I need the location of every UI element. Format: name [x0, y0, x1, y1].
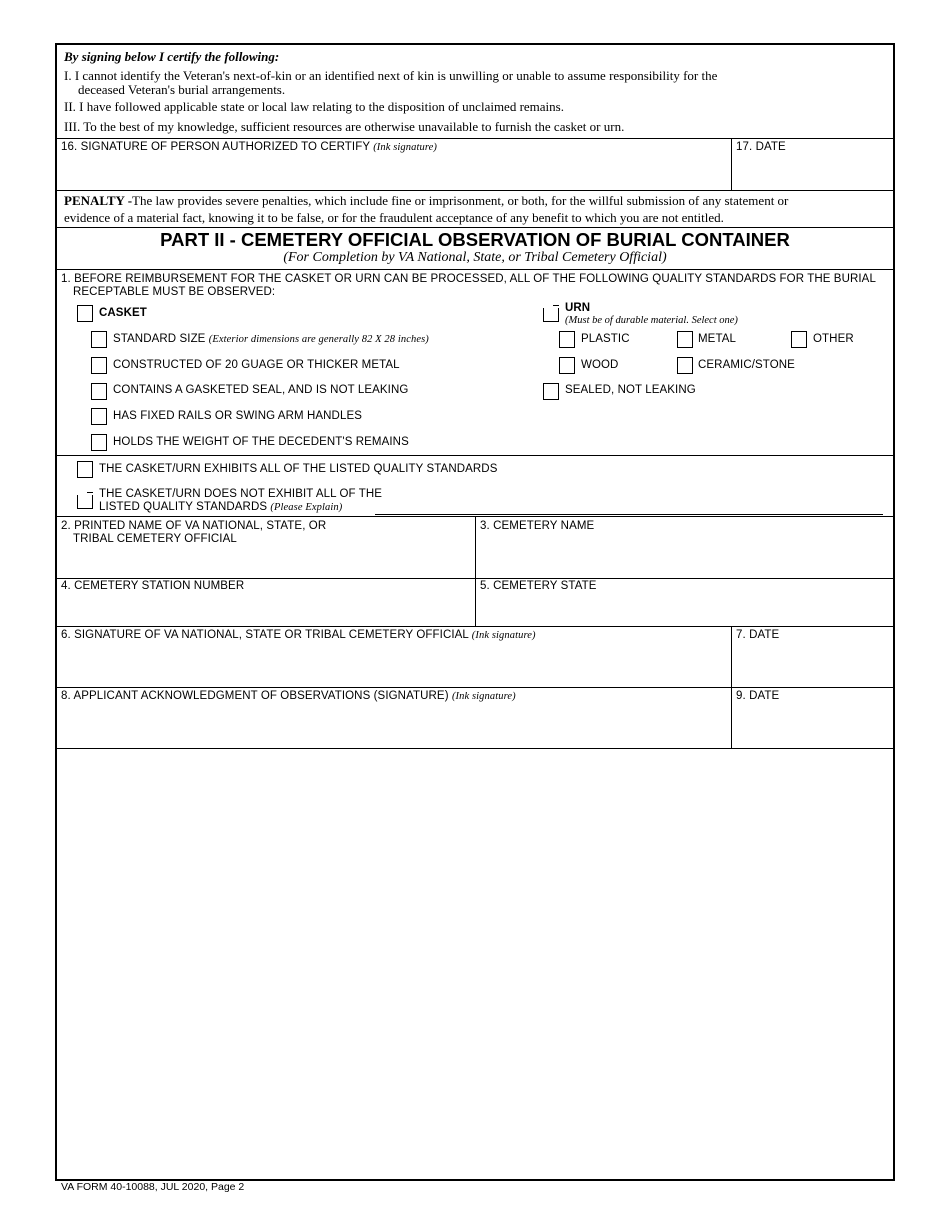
- explanation-field[interactable]: [375, 497, 883, 515]
- field-3-label: 3. CEMETERY NAME: [480, 520, 595, 532]
- standard-size-checkbox[interactable]: [91, 331, 107, 348]
- does-not-exhibit-checkbox[interactable]: [77, 495, 93, 509]
- divider: [731, 138, 732, 190]
- holds-weight-label: HOLDS THE WEIGHT OF THE DECEDENT'S REMAINS: [113, 436, 409, 448]
- divider: [57, 687, 893, 688]
- applicant-signature-field[interactable]: [59, 704, 729, 747]
- certify-item-2: II. I have followed applicable state or local law relating to the disposition of unclaimed remains.: [64, 99, 564, 114]
- divider: [57, 578, 893, 579]
- wood-label: WOOD: [581, 359, 619, 371]
- field-7-label: 7. DATE: [736, 629, 780, 641]
- q1-label: 1. BEFORE REIMBURSEMENT FOR THE CASKET OR URN CAN BE PROCESSED, ALL OF THE FOLLOWING QUALITY STANDARDS FOR THE BURIAL: [61, 273, 876, 285]
- certify-item-3: III. To the best of my knowledge, sufficient resources are otherwise unavailable to furnish the casket or urn.: [64, 119, 625, 134]
- date-17-field[interactable]: [734, 155, 892, 189]
- exhibits-all-checkbox[interactable]: [77, 461, 93, 478]
- ceramic-stone-checkbox[interactable]: [677, 357, 693, 374]
- urn-label: URN: [565, 302, 591, 314]
- divider: [57, 455, 893, 456]
- divider: [57, 748, 893, 749]
- field-16-label: 16. SIGNATURE OF PERSON AUTHORIZED TO CERTIFY (Ink signature): [61, 141, 437, 153]
- other-checkbox[interactable]: [791, 331, 807, 348]
- divider: [57, 138, 893, 139]
- sealed-not-leaking-label: SEALED, NOT LEAKING: [565, 384, 696, 396]
- sealed-not-leaking-checkbox[interactable]: [543, 383, 559, 400]
- field-5-label: 5. CEMETERY STATE: [480, 580, 597, 592]
- penalty-text: PENALTY -The law provides severe penalties, which include fine or imprisonment, or both, for the willful submission of any statement or: [64, 193, 789, 208]
- official-signature-field[interactable]: [59, 643, 729, 686]
- divider: [57, 626, 893, 627]
- signature-certify-field[interactable]: [59, 155, 729, 189]
- divider: [57, 227, 893, 228]
- gasketed-seal-checkbox[interactable]: [91, 383, 107, 400]
- field-8-label: 8. APPLICANT ACKNOWLEDGMENT OF OBSERVATIONS (SIGNATURE) (Ink signature): [61, 690, 516, 702]
- form-footer: VA FORM 40-10088, JUL 2020, Page 2: [61, 1181, 245, 1193]
- holds-weight-checkbox[interactable]: [91, 434, 107, 451]
- date-7-field[interactable]: [734, 643, 892, 686]
- field-4-label: 4. CEMETERY STATION NUMBER: [61, 580, 245, 592]
- divider: [475, 516, 476, 626]
- metal-gauge-label: CONSTRUCTED OF 20 GUAGE OR THICKER METAL: [113, 359, 400, 371]
- rails-handles-checkbox[interactable]: [91, 408, 107, 425]
- form-page: [55, 43, 895, 1181]
- does-not-exhibit-label: THE CASKET/URN DOES NOT EXHIBIT ALL OF THE: [99, 488, 383, 500]
- field-17-label: 17. DATE: [736, 141, 786, 153]
- casket-checkbox[interactable]: [77, 305, 93, 322]
- station-number-field[interactable]: [59, 595, 473, 625]
- does-not-exhibit-label-cont: LISTED QUALITY STANDARDS (Please Explain): [99, 501, 343, 513]
- plastic-label: PLASTIC: [581, 333, 630, 345]
- certify-heading: By signing below I certify the following:: [64, 49, 280, 64]
- urn-note: (Must be of durable material. Select one): [565, 315, 738, 326]
- divider: [57, 269, 893, 270]
- metal-gauge-checkbox[interactable]: [91, 357, 107, 374]
- wood-checkbox[interactable]: [559, 357, 575, 374]
- exhibits-all-label: THE CASKET/URN EXHIBITS ALL OF THE LISTED QUALITY STANDARDS: [99, 463, 498, 475]
- part2-title: PART II - CEMETERY OFFICIAL OBSERVATION OF BURIAL CONTAINER: [160, 229, 790, 250]
- field-6-label: 6. SIGNATURE OF VA NATIONAL, STATE OR TRIBAL CEMETERY OFFICIAL (Ink signature): [61, 629, 536, 641]
- other-label: OTHER: [813, 333, 854, 345]
- q1-label-cont: RECEPTABLE MUST BE OBSERVED:: [73, 286, 276, 298]
- urn-metal-checkbox[interactable]: [677, 331, 693, 348]
- plastic-checkbox[interactable]: [559, 331, 575, 348]
- cemetery-state-field[interactable]: [478, 595, 892, 625]
- rails-handles-label: HAS FIXED RAILS OR SWING ARM HANDLES: [113, 410, 362, 422]
- certify-item-1-cont: deceased Veteran's burial arrangements.: [78, 82, 286, 97]
- date-9-field[interactable]: [734, 704, 892, 747]
- ceramic-stone-label: CERAMIC/STONE: [698, 359, 795, 371]
- divider: [57, 190, 893, 191]
- standard-size-label: STANDARD SIZE (Exterior dimensions are generally 82 X 28 inches): [113, 333, 429, 345]
- cemetery-name-field[interactable]: [478, 535, 892, 577]
- field-2-label: 2. PRINTED NAME OF VA NATIONAL, STATE, OR: [61, 520, 327, 532]
- certify-item-1: I. I cannot identify the Veteran's next-of-kin or an identified next of kin is unwilling or unable to assume responsibility for the: [64, 68, 718, 83]
- urn-metal-label: METAL: [698, 333, 736, 345]
- gasketed-seal-label: CONTAINS A GASKETED SEAL, AND IS NOT LEAKING: [113, 384, 409, 396]
- field-2-label-cont: TRIBAL CEMETERY OFFICIAL: [73, 533, 237, 545]
- urn-checkbox[interactable]: [543, 308, 559, 322]
- casket-label: CASKET: [99, 307, 147, 319]
- penalty-text-cont: evidence of a material fact, knowing it to be false, or for the fraudulent acceptance of any benefit to which you are not entitled.: [64, 210, 724, 225]
- part2-subtitle: (For Completion by VA National, State, or Tribal Cemetery Official): [283, 250, 667, 265]
- official-name-field[interactable]: [59, 547, 473, 577]
- field-9-label: 9. DATE: [736, 690, 780, 702]
